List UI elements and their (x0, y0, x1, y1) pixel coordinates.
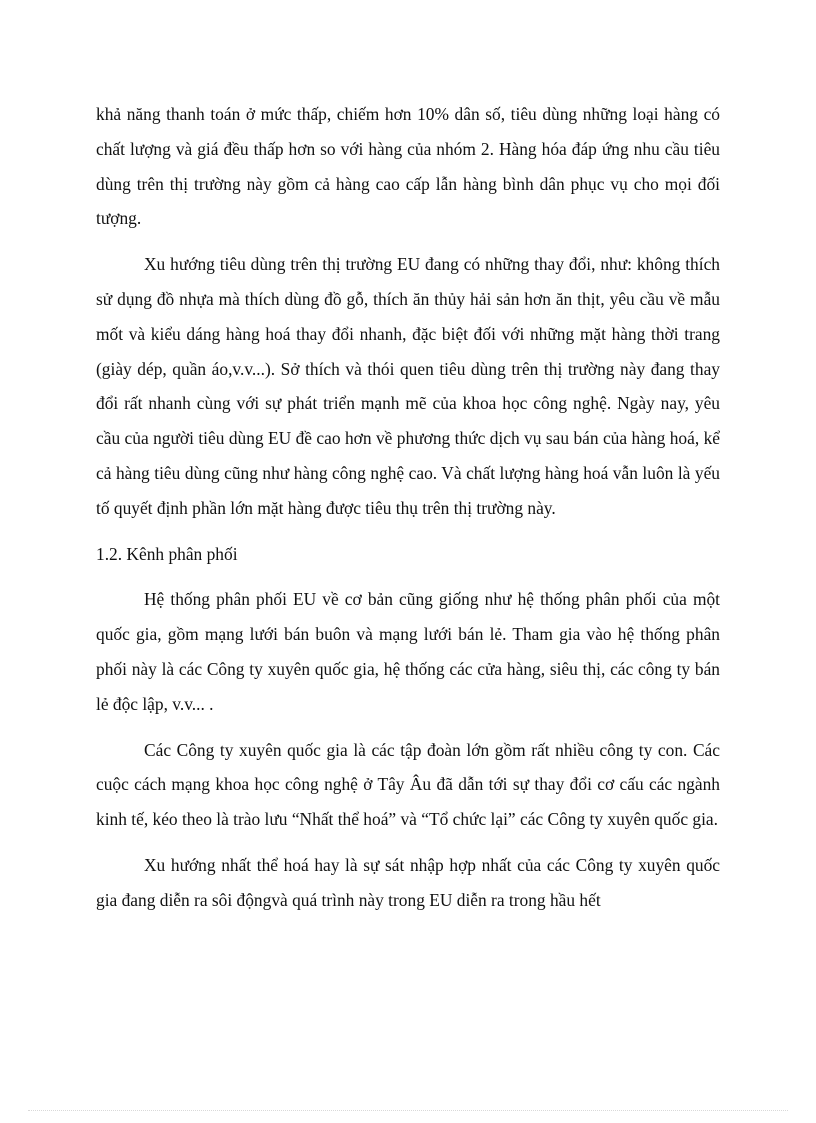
paragraph-payment-capacity: khả năng thanh toán ở mức thấp, chiếm hơn 10% dân số, tiêu dùng những loại hàng có chất lượng và giá đều thấp hơn so với hàng của nhóm 2. Hàng hóa đáp ứng nhu cầu tiêu dùng trên thị trường này gồm cả hàng cao cấp lẫn hàng bình dân phục vụ cho mọi đối tượng. (96, 104, 720, 229)
section-heading-distribution-channels: 1.2. Kênh phân phối (96, 543, 238, 564)
paragraph-distribution-system: Hệ thống phân phối EU về cơ bản cũng giống như hệ thống phân phối của một quốc gia, gồm mạng lưới bán buôn và mạng lưới bán lẻ. Tham gia vào hệ thống phân phối này là các Công ty xuyên quốc gia, hệ thống các cửa hàng, siêu thị, các công ty bán lẻ độc lập, v.v... . (96, 589, 720, 714)
paragraph-consumption-trends: Xu hướng tiêu dùng trên thị trường EU đang có những thay đổi, như: không thích sử dụng đồ nhựa mà thích dùng đồ gỗ, thích ăn thủy hải sản hơn ăn thịt, yêu cầu về mẫu mốt và kiểu dáng hàng hoá thay đổi nhanh, đặc biệt đối với những mặt hàng thời trang (giày dép, quần áo,v.v...). Sở thích và thói quen tiêu dùng trên thị trường này đang thay đổi rất nhanh cùng với sự phát triển mạnh mẽ của khoa học công nghệ. Ngày nay, yêu cầu của người tiêu dùng EU đề cao hơn về phương thức dịch vụ sau bán của hàng hoá, kể cả hàng tiêu dùng cũng như hàng công nghệ cao. Và chất lượng hàng hoá vẫn luôn là yếu tố quyết định phần lớn mặt hàng được tiêu thụ trên thị trường này. (96, 254, 720, 518)
paragraph-integration-trend: Xu hướng nhất thể hoá hay là sự sát nhập hợp nhất của các Công ty xuyên quốc gia đang diễn ra sôi độngvà quá trình này trong EU diễn ra trong hầu hết (96, 854, 720, 910)
page-bottom-divider (28, 1110, 788, 1111)
document-body (96, 97, 720, 929)
paragraph-multinational-companies: Các Công ty xuyên quốc gia là các tập đoàn lớn gồm rất nhiều công ty con. Các cuộc cách mạng khoa học công nghệ ở Tây Âu đã dẫn tới sự thay đổi cơ cấu các ngành kinh tế, kéo theo là trào lưu “Nhất thể hoá” và “Tổ chức lại” các Công ty xuyên quốc gia. (96, 739, 720, 830)
